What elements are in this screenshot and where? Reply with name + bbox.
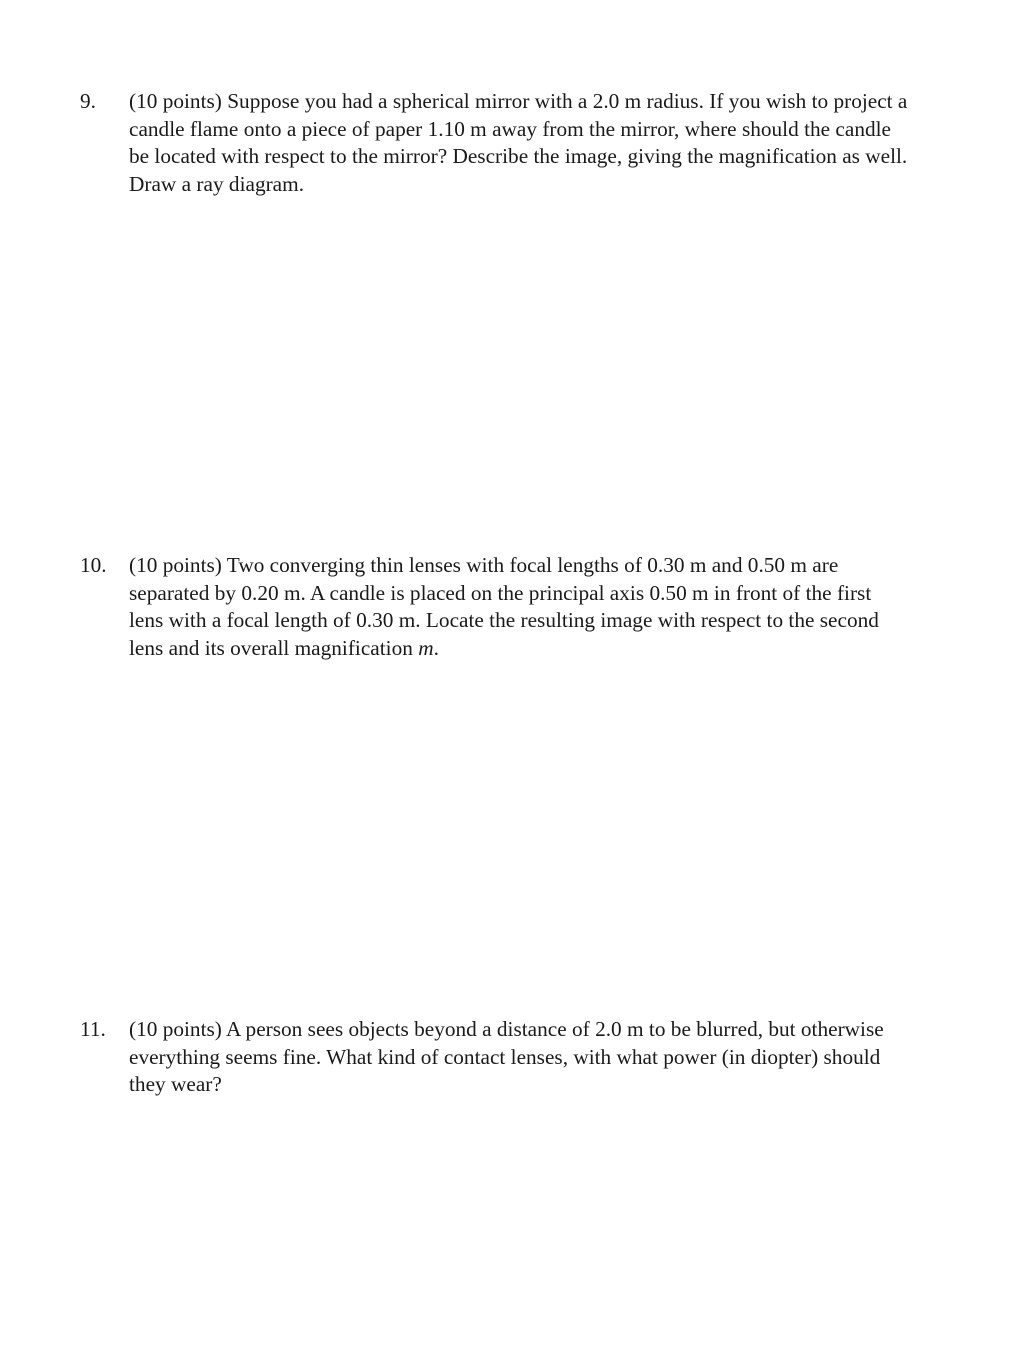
question-line: Draw a ray diagram. bbox=[129, 171, 305, 196]
question-text bbox=[129, 1016, 980, 1099]
question-text bbox=[129, 88, 980, 198]
question-line: candle flame onto a piece of paper 1.10 m away from the mirror, where should the candle bbox=[129, 116, 891, 141]
question-line: (10 points) Two converging thin lenses with focal lengths of 0.30 m and 0.50 m are bbox=[129, 553, 839, 577]
question-line: everything seems fine. What kind of contact lenses, with what power (in diopter) should bbox=[129, 1044, 881, 1069]
question-line: lens with a focal length of 0.30 m. Locate the resulting image with respect to the second bbox=[129, 608, 879, 632]
end-punctuation: . bbox=[433, 635, 439, 660]
question-line-last bbox=[129, 635, 980, 663]
question-number: 10. bbox=[80, 553, 107, 577]
question-text bbox=[129, 552, 980, 662]
question-line: separated by 0.20 m. A candle is placed on the principal axis 0.50 m in front of the first bbox=[129, 580, 872, 605]
question-line: (10 points) Suppose you had a spherical mirror with a 2.0 m radius. If you wish to project a bbox=[129, 89, 908, 113]
question-line: be located with respect to the mirror? Describe the image, giving the magnification as well. bbox=[129, 144, 908, 168]
question-line: they wear? bbox=[129, 1072, 222, 1096]
magnification-variable: m bbox=[418, 635, 434, 660]
question-line-text: lens and its overall magnification bbox=[129, 635, 413, 660]
question-line: (10 points) A person sees objects beyond a distance of 2.0 m to be blurred, but otherwise bbox=[129, 1017, 884, 1041]
question-number: 11. bbox=[80, 1017, 106, 1041]
question-number: 9. bbox=[80, 89, 96, 113]
